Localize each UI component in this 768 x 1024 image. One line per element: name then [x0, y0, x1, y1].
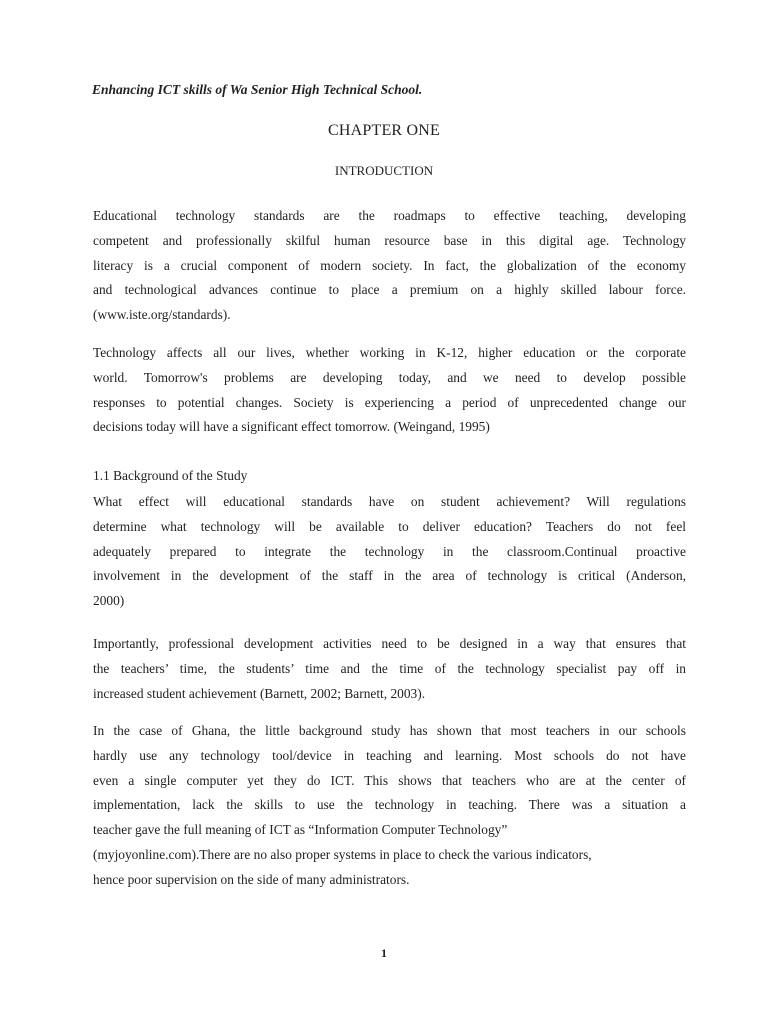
paragraph-2: [93, 341, 686, 440]
paragraph-line: What effect will educational standards have on student achievement? Will regulations: [93, 494, 686, 509]
paragraph-line: (myjoyonline.com).There are no also proper systems in place to check the various indicators,: [93, 846, 592, 862]
page-number: 1: [381, 946, 387, 960]
paragraph-line: even a single computer yet they do ICT. This shows that teachers who are at the center of: [93, 772, 686, 788]
paragraph-line: teacher gave the full meaning of ICT as “Information Computer Technology”: [93, 822, 508, 838]
background-heading: 1.1 Background of the Study: [93, 468, 248, 483]
paragraph-line: decisions today will have a significant effect tomorrow. (Weingand, 1995): [93, 419, 490, 435]
paragraph-line: Technology affects all our lives, whether working in K-12, higher education or the corporate: [93, 345, 686, 360]
background-paragraph-3: [93, 719, 686, 893]
document-title: Enhancing ICT skills of Wa Senior High Technical School.: [92, 82, 423, 97]
paragraph-line: determine what technology will be available to deliver education? Teachers do not feel: [93, 518, 686, 534]
paragraph-line: and technological advances continue to place a premium on a highly skilled labour force.: [93, 282, 686, 298]
paragraph-line: increased student achievement (Barnett, 2002; Barnett, 2003).: [93, 685, 426, 701]
background-paragraph-1: [93, 490, 686, 614]
background-paragraph-2: [93, 632, 686, 706]
paragraph-line: involvement in the development of the staff in the area of technology is critical (Anderson,: [93, 568, 686, 584]
paragraph-line: hence poor supervision on the side of many administrators.: [93, 871, 410, 887]
paragraph-line: Importantly, professional development activities need to be designed in a way that ensures that: [93, 636, 686, 651]
paragraph-line: hardly use any technology tool/device in teaching and learning. Most schools do not have: [93, 747, 686, 763]
paragraph-line: implementation, lack the skills to use the technology in teaching. There was a situation a: [93, 797, 686, 813]
paragraph-1: [93, 204, 686, 328]
paragraph-line: Educational technology standards are the roadmaps to effective teaching, developing: [93, 208, 686, 223]
paragraph-line: 2000): [93, 593, 125, 609]
paragraph-line: world. Tomorrow's problems are developing today, and we need to develop possible: [93, 369, 686, 385]
paragraph-line: In the case of Ghana, the little background study has shown that most teachers in our schools: [93, 723, 686, 738]
chapter-heading: CHAPTER ONE: [328, 122, 440, 139]
paragraph-line: competent and professionally skilful human resource base in this digital age. Technology: [93, 232, 686, 248]
paragraph-line: adequately prepared to integrate the technology in the classroom.Continual proactive: [93, 543, 686, 559]
paragraph-line: the teachers’ time, the students’ time and the time of the technology specialist pay off in: [93, 660, 686, 676]
paragraph-line: (www.iste.org/standards).: [93, 307, 231, 323]
paragraph-line: literacy is a crucial component of modern society. In fact, the globalization of the economy: [93, 257, 686, 273]
section-heading: INTRODUCTION: [334, 163, 434, 178]
paragraph-line: responses to potential changes. Society is experiencing a period of unprecedented change our: [93, 394, 686, 410]
